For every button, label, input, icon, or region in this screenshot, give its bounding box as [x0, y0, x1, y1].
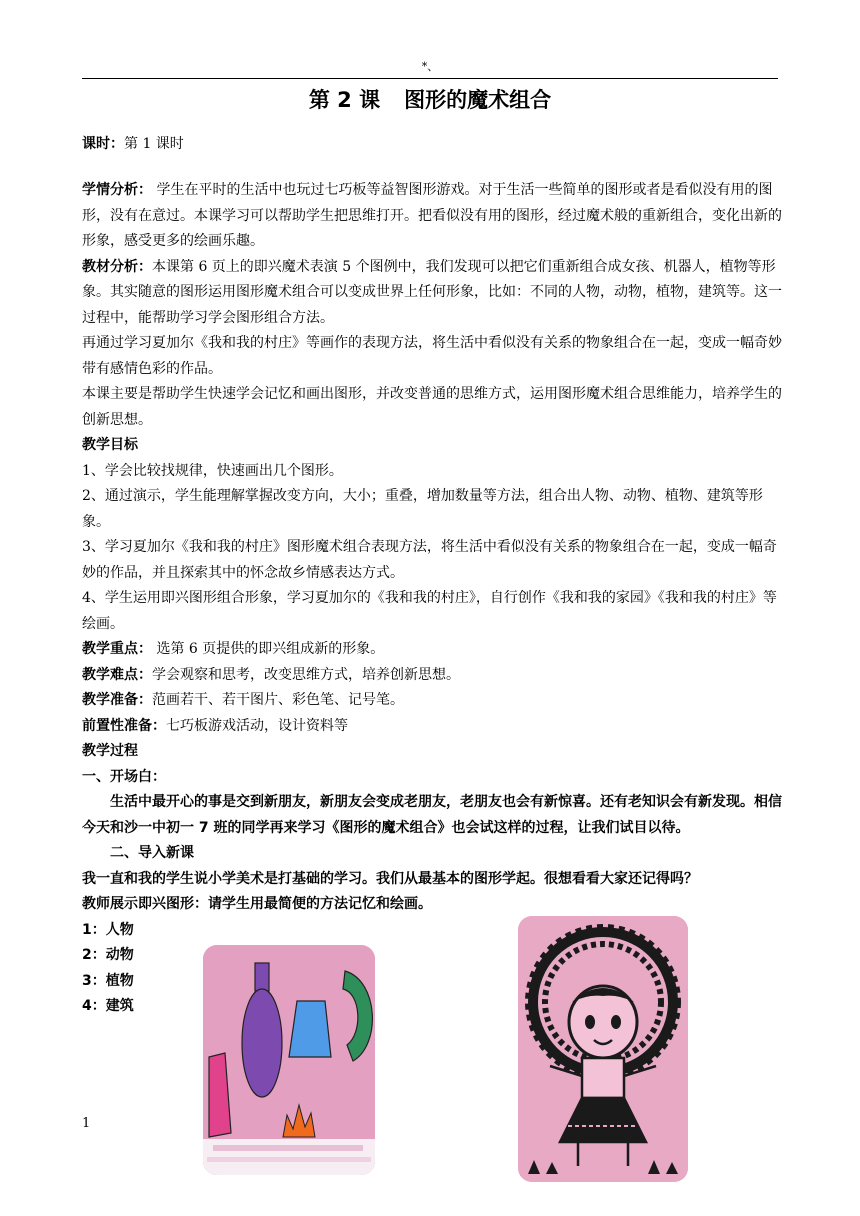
list-item: 1：人物 — [82, 921, 134, 938]
material-analysis-label: 教材分析： — [82, 258, 152, 275]
lesson-time-label: 课时： — [82, 136, 124, 152]
shapes-illustration — [203, 945, 375, 1175]
material-analysis-text: 本课第 6 页上的即兴魔术表演 5 个图例中，我们发现可以把它们重新组合成女孩、机器人，植物等形象。其实随意的图形运用图形魔术组合可以变成世界上任何形象，比如：不同的人物，动物，植物，建筑等。这一过程中，能帮助学习学会图形组合方法。 — [82, 258, 782, 326]
preparation-label: 教学准备： — [82, 692, 152, 708]
material-analysis — [82, 255, 782, 332]
process-heading: 教学过程 — [82, 743, 138, 759]
girl-illustration — [518, 916, 688, 1182]
intro-text-2: 教师展示即兴图形：请学生用最简便的方法记忆和绘画。 — [82, 896, 432, 912]
list-item: 3：植物 — [82, 972, 134, 989]
student-analysis-label: 学情分析： — [82, 182, 152, 198]
pre-preparation — [82, 714, 782, 740]
main-paragraph: 本课主要是帮助学生快速学会记忆和画出图形，并改变普通的思维方式，运用图形魔术组合思维能力，培养学生的创新思想。 — [82, 386, 782, 428]
student-analysis-text: 学生在平时的生活中也玩过七巧板等益智图形游戏。对于生活一些简单的图形或者是看似没有用的图形，没有在意过。本课学习可以帮助学生把思维打开。把看似没有用的图形，经过魔术般的重新组合，变化出新的形象，感受更多的绘画乐趣。 — [82, 182, 782, 249]
objective-item: 1、学会比较找规律，快速画出几个图形。 — [82, 462, 343, 479]
objective-item: 4、学生运用即兴图形组合形象，学习夏加尔的《我和我的村庄》，自行创作《我和我的家园》《我和我的村庄》等绘画。 — [82, 590, 777, 632]
face-shape — [569, 986, 637, 1058]
pre-preparation-text: 七巧板游戏活动，设计资料等 — [166, 717, 348, 734]
objective-item: 2、通过演示，学生能理解掌握改变方向，大小；重叠，增加数量等方法，组合出人物、动物、植物、建筑等形象。 — [82, 488, 763, 530]
preparation-text: 范画若干、若干图片、彩色笔、记号笔。 — [152, 692, 404, 708]
page-number: 1 — [82, 1116, 91, 1131]
opening-heading: 一、开场白： — [82, 768, 166, 785]
objective-item: 3、学习夏加尔《我和我的村庄》图形魔术组合表现方法，将生活中看似没有关系的物象组合在一起，变成一幅奇妙的作品，并且探索其中的怀念故乡情感表达方式。 — [82, 539, 777, 581]
header-mark: *、 — [421, 60, 439, 73]
list-item: 2：动物 — [82, 947, 134, 963]
lesson-time — [82, 132, 782, 158]
intro-heading: 二、导入新课 — [110, 845, 194, 861]
objectives-heading: 教学目标 — [82, 437, 138, 453]
opening-text: 生活中最开心的事是交到新朋友，新朋友会变成老朋友，老朋友也会有新惊喜。还有老知识会有新发现。相信今天和沙一中初一 7 班的同学再来学习《图形的魔术组合》也会试这样的过程，让我们试目以待。 — [82, 794, 782, 836]
girl-illustration-svg — [518, 916, 688, 1182]
key-point — [82, 637, 782, 663]
lesson-number: 第 2 课 — [308, 88, 381, 112]
body-text — [82, 178, 782, 1020]
chagall-paragraph: 再通过学习夏加尔《我和我的村庄》等画作的表现方法，将生活中看似没有关系的物象组合在一起，变成一幅奇妙带有感情色彩的作品。 — [82, 335, 782, 377]
preparation — [82, 688, 782, 714]
lesson-name: 图形的魔术组合 — [404, 88, 552, 112]
lesson-time-value: 第 1 课时 — [124, 136, 184, 152]
trapezoid-shape — [289, 1001, 331, 1057]
difficulty-label: 教学难点： — [82, 666, 152, 683]
difficulty — [82, 663, 782, 689]
intro-text-1: 我一直和我的学生说小学美术是打基础的学习。我们从最基本的图形学起。很想看看大家还记得吗？ — [82, 870, 698, 887]
page-title — [0, 84, 860, 114]
pre-preparation-label: 前置性准备： — [82, 717, 166, 734]
list-item: 4：建筑 — [82, 998, 134, 1014]
key-point-label: 教学重点： — [82, 641, 152, 657]
header-rule — [82, 78, 778, 79]
difficulty-text: 学会观察和思考，改变思维方式，培养创新思想。 — [152, 666, 460, 683]
shapes-illustration-svg — [203, 945, 375, 1175]
key-point-text: 选第 6 页提供的即兴组成新的形象。 — [152, 641, 385, 657]
student-analysis — [82, 178, 782, 255]
